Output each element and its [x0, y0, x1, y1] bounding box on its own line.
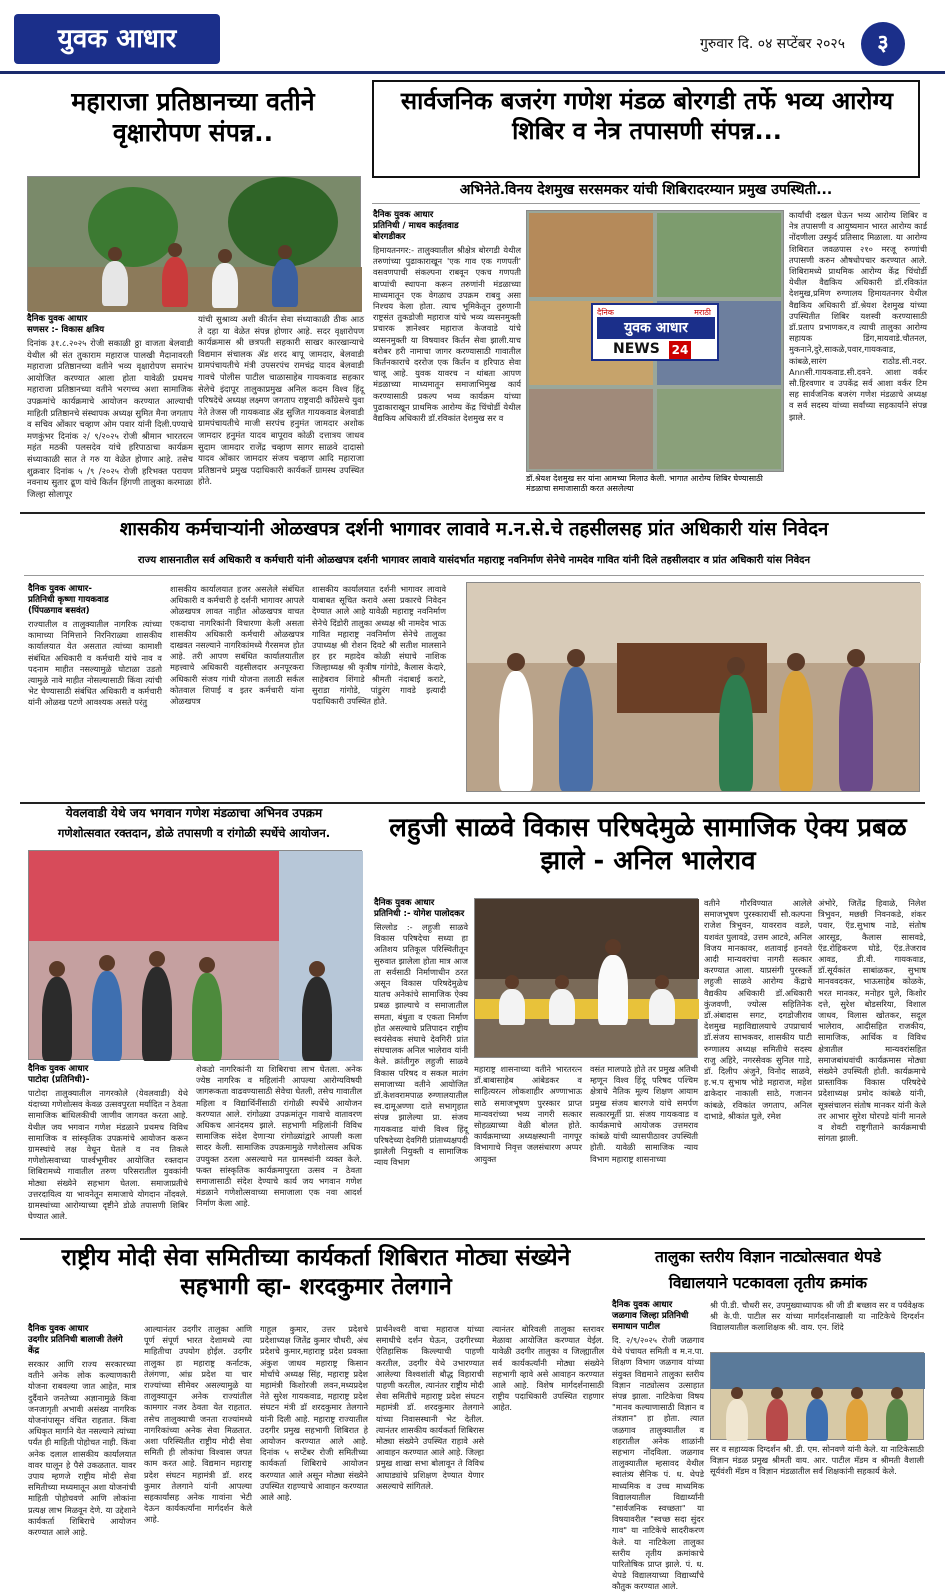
art7-text-1: दि. २/९/२०२५ रोजी जळगाव येथे पंचायत समिती व म.न.पा. शिक्षण विभाग जळगाव यांच्या संयुक्त विद्यमाने तालुका स्तरीय विज्ञान नाट्योत्सव उत्साहात संपन्न झाला. नाटिकेचा विषय "मानव कल्याणासाठी विज्ञान व तंत्रज्ञान" हा होता. त्यात जळगाव तालुक्यातील व शहरातील अनेक शाळांनी सहभाग नोंदविला. जळगाव तालुक्यातील म्हसावद येथील स्वातंत्र्य सैनिक पं. ध. थेपडे माध्यमिक व उच्च माध्यमिक विद्यालयातील विद्यार्थ्यांनी "सार्वजनिक स्वच्छता" या विषयावरील "स्वच्छ सदा सुंदर गाव" या नाटिकेचे सादरीकरण केले. या नाटिकेला तालुका स्तरीय तृतीय क्रमांकाचे पारितोषिक प्राप्त झाले. पं. ध. थेपडे विद्यालयाच्या विद्यार्थ्यांचे कौतुक करण्यात आले. — [612, 1335, 704, 1592]
art4-column-2: शेकडो नागरिकांनी या शिबिराचा लाभ घेतला. अनेक ज्येष्ठ नागरिक व महिलांनी आपल्या आरोग्यविषयी जागरूकता वाढवण्यासाठी सेवेचा घेतली, तसेच गावातील महिला व विद्यार्थिनींसाठी रांगोळी स्पर्धेचे आयोजन करण्यात आले. रांगोळ्या उपक्रमांतून गावाचे वातावरण अधिकच आनंदमय झाले. सहभागी महिलांनी विविध सामाजिक संदेश देणाऱ्या रांगोळ्यांद्वारे आपली कला सादर केली. सामाजिक उपक्रमामुळे गणेशोत्सव अधिक उपयुक्त ठरला असल्याचे मत ग्रामस्थांनी व्यक्त केले. फक्त सांस्कृतिक कार्यक्रमापुरता उत्सव न ठेवता समाजासाठी संदेश देण्याचे कार्य जय भगवान गणेश मंडळाने गणेशोत्सवाच्या समाजाला एक नवा आदर्श निर्माण केला आहे. — [196, 1064, 362, 1209]
art5-column-5: अंभोरे, जितेंद्र हिवाळे, निलेश त्रिभुवन, मछछी निवनकडे, शंकर पवार, ऍड.सुभाष नाडे, संतोष आरसूड, कैलास सासवडे, ऍड.रोहिकरण घोडे, ऍड.तेजराव आवड, डी.वी. गायकवाड, डॉ.सूर्यकांत साबांळकर, सुभाष मानववदकर, भाऊसाहेब कोळके, भरत मानकर, मनोहर घुले, किशोर दत्ते, सुरेश बोडसरिया, विशाल जाधव, विलास खोतकर, सदूल भालेराव, आदीसहित राजकीय, सामाजिक, आर्थिक व विविध क्षेत्रातील मान्यवरांसहित समाजबांधवांची कार्यक्रमास मोठ्या संख्येने उपस्थिती होती. कार्यक्रमाचे प्रास्ताविक विकास परिषदेचे प्रदेशाध्यक्ष प्रमोद कांबळे यांनी, सूत्रसंचालन संतोष मानकर यांनी केले तर आभार सुरेश घोरपडे यांनी मानले व शेवटी राष्ट्रगीताने कार्यक्रमाची सांगता झाली. — [818, 898, 926, 1144]
art4-byline: दैनिक युवक आधार पाटोदा (प्रतिनिधी)- — [28, 1064, 90, 1085]
art1-column-2: यांची सुश्राव्य अशी कीर्तन सेवा संध्याकाळी ठीक आठ ते दहा या वेळेत संपन्न होणार आहे. सदर वृक्षारोपण कार्यक्रमास श्री छत्रपती सहकारी साखर कारखान्याचे विद्यमान संचालक ॲड शरद बापू जामदार, बेलवाडी ग्रामपंचायतीचे मंत्री उपसरपंच रामचंद्र यादव बेलवाडी गावचे पोलीस पाटील चाळासाहेब गायकवाड सहकार सेलेचे इंदापूर तालुकाप्रमुख अनिल कदम विश्व हिंदू परिषदेचे अध्यक्ष लक्ष्मण जगताप राष्ट्रवादी काँग्रेसचे युवा नेते तेजस जी गायकवाड ॲड सुजित गायकवाड बेलवाडी ग्रामपंचायतीचे माजी सरपंच हनुमंत जामदार अशोक जामदार हनुमंत यादव बापूराव कोळी दत्तात्रय जाधव सुदाम जामदार राजेंद्र चव्हाण सागर साळवे दादासो यादव ओंकार जामदार संजय चव्हाण आदि महाराजा प्रतिष्ठानचे प्रमुख पदाधिकारी कार्यकर्ते ग्रामस्थ उपस्थित होते. — [198, 314, 364, 487]
art1-byline: दैनिक युवक आधार सणसर :- विकास क्षत्रिय — [27, 314, 105, 335]
art6-text-1: सरकार आणि राज्य सरकारच्या वतीने अनेक लोक कल्याणकारी योजना राबवल्या जात आहेत, मात्र दुर्दैवाने जनतेच्या अज्ञानामुळे किंवा जनजागृती अभावी असंख्य नागरिक योजनांपासून वंचित राहतात. किंवा अधिकृत मार्गाने येत नसल्याने त्यांच्या पर्यंत ही माहिती पोहोचत नाही. किंवा अनेक दलाल शासकीय कार्यालयात वावर घालून हे पैसे उकळतात. यावर उपाय म्हणजे राष्ट्रीय मोदी सेवा समितीच्या मध्यमातून अशा योजनांची माहिती पोहोचवणे आणि लोकांना प्रत्यक्ष लाभ मिळवून देणे. या उद्देशाने कार्यकर्ता शिबिराचे आयोजन करण्यात आले आहे. — [28, 1359, 136, 1538]
art7-headline-1: तालुका स्तरीय विज्ञान नाट्योत्सवात थेपडे — [655, 1248, 881, 1266]
art4-headline-2: गणेशोत्सवात रक्तदान, डोळे तपासणी व रांगोळी स्पर्धेचे आयोजन. — [57, 826, 331, 840]
art2-text-1: हिमायतनगर:- तालुक्यातील श्रीक्षेत्र बोरगडी येथील तरुणांच्या पुढाकाराखून 'एक गाव एक गणपती' वसवणपाची संकल्पना राबवून एकच गणपती बाप्पांची स्थापना करून तरुणांनी मंडळाच्या माध्यमातून एक वेगळाच उपक्रम राबवु असा निश्चय केला होता. त्याच भूमिकेतून तुरुणानी राष्ट्रसंत तुकडोजी महाराज यांचे भव्य व्यसनमुक्ती प्रचारक ज्ञानेश्वर महाराज केजवाडे यांचे व्यसनमुक्ती या विषयावर किर्तन सेवा झाली.याच बरोबर हरी नामाचा जागर करण्यासाठी गावातील किर्तनकाराचे दररोज एक किर्तन व हरिपाठ सेवा चालू आहे. युवक यावरच न थांबता आपण मंडळाच्या माध्यमातून समाजाभिमुख कार्य करण्यासाठी प्रकल्प भव्य कार्यक्रम यांच्या पुढाकाराखून प्राथमिक आरोग्य केंद्र चिंचोर्डी येथील वैद्यकिय अधिकारी डॉ.रविकांत देशमुख सर व — [373, 245, 521, 424]
art5-headline: लहुजी साळवे विकास परिषदेमुळे सामाजिक ऐक्य प्रबळ झाले - अनिल भालेराव — [389, 813, 907, 876]
art2-column-3: कार्यांची दखल घेऊन भव्य आरोग्य शिबिर व नेत्र तपासणी व आयुष्यमान भारत आरोग्य कार्ड नोंदणीला उस्फुर्द प्रतिसाद मिळाला. या आरोग्य शिबिरात जवळपास २१० मरजू रुग्णांची तपासणी करुन औषधोपचार करण्यात आले. शिबिरामध्ये प्राथमिक आरोग्य केंद्र चिंचोर्डी येथील वैद्यकिय अधिकारी डॉ.रविकांत देशमुख,प्रमिण रुग्णालय हिमायतनगर येथील वैद्यकिय अधिकारी डॉ.श्रेयश देशमुख यांच्या उपस्थितीत शिबिर यशस्वी करण्यासाठी डॉ.प्रताप प्रभाणकर,व त्याची तालुका आरोग्य सहायक डिंग,मायवाडे.चौतनल, मुकनाने,दुरे,साकळे,पवार,गायकवाड, कांबळे,सारंग राठोड.सी.नदर. Annसी.गायकवाड.सी.दवने. आशा वर्कर सौ.हिरवणार व उपकेंद्र सर्व आशा वर्कर टिम सह सार्वजनिक बजरंग गणेश मंडळाचे अध्यक्ष व सर्व सदस्य यांच्या सर्वांच्या सहकार्याने संपन्न झाले. — [789, 210, 927, 422]
divider — [20, 802, 925, 804]
art3-text-1: राज्यातील व तालुक्यातील नागरिक त्यांच्या कामाच्या निमित्ताने निरनिराळ्या शासकीय कार्यालयात येत असतात त्यांच्या कामाशी संबंधित अधिकारी व कर्मचारी यांचे नाव व पदनाम माहीत नसल्यामुळे घोटाळा उडतो त्यामुळे नावे माहीत नोसल्यासाठी किंवा त्यांची भेट घेण्यासाठी संबंधित अधिकारी व कर्मचारी यांनी ओळख पटणे आवश्यक असते परंतु — [28, 619, 162, 708]
art5-column-2: महाराष्ट्र शासनाच्या वतीने भारतरत्न डॉ.बाबासाहेब आंबेडकर व साहित्यरत्न लोकशाहीर अण्णाभाऊ साठे समाजभूषण पुरस्कार प्राप्त मान्यवरांच्या भव्य नागरी सत्कार सोहळ्याच्या वेळी बोलत होते. कार्यक्रमाच्या अध्यक्षस्थानी नागपूर विभागाचे निवृत्त जलसंधारण अप्पर आयुक्त — [474, 1064, 582, 1164]
art2-photo-collage — [526, 210, 784, 472]
news-logo-badge: दैनिक मराठी युवक आधार NEWS 24 — [591, 303, 719, 361]
art5-photo — [474, 898, 698, 1058]
art3-photo — [466, 582, 920, 792]
art6-column-1 — [28, 1324, 136, 1538]
issue-date: गुरुवार दि. ०४ सप्टेंबर २०२५ — [699, 36, 845, 52]
art3-column-3: शासकीय कार्यालयात दर्शनी भागावर लावावे याबाबत सूचित करावे असा प्रकारचे निवेदन देण्यात आले आहे यावेळी महाराष्ट्र नवनिर्माण सेनेचे दिंडोरी तालुका अध्यक्ष श्री नामदेव भाऊ गावित महाराष्ट्र नवनिर्माण सेनेचे तालुका उपाध्यक्ष श्री रोशन दिवटे श्री सतीश मालसाने हर हर महादेव कोळी संघाचे नाशिक जिल्हाध्यक्ष श्री कृत्रीष गांगोडे, कैलास केदारे, साहेबराव शिंगाडे श्रीमती नंदाबाई कराटे, सुराडा गांगोडे, पांडुरंग गावडे इत्यादी पदाधिकारी उपस्थित होते. — [312, 584, 446, 707]
masthead — [0, 0, 945, 74]
art2-column-1 — [373, 210, 521, 506]
art4-headline-1: येवलवाडी येथे जय भगवान गणेश मंडळाचा अभिनव उपक्रम — [65, 806, 323, 820]
newspaper-logo: युवक आधार — [14, 14, 220, 64]
art7-column-1 — [612, 1300, 704, 1592]
art2-headline-box — [372, 80, 920, 178]
art1-column-1 — [27, 314, 193, 504]
art3-column-2: शासकीय कार्यालयात हजर असलेले संबंधित अधिकारी व कर्मचारी हे दर्शनी भागावर आपले ओळखपत्र लावत नाहीत ओळखपत्र वाचत एकदाचा नागरिकांनी विचारणा केली असता शासकीय अधिकारी कर्मचारी ओळखपत्र दाखवत नसल्याने नागरिकांमध्ये गैरसमज होत आहे. तरी आपण सबंधित कार्यालयातील महत्त्वाचे अधिकारी वहसीलदार अनपूरकरा अधिकारी संजय गांधी योजना तलाठी सर्कल कोतवाल शिपाई व इतर कर्मचारी यांना ओळखपत्र — [170, 584, 304, 707]
art1-photo — [27, 176, 361, 311]
art4-photo — [28, 850, 362, 1060]
art6-headline: राष्ट्रीय मोदी सेवा समितीच्या कार्यकर्ता शिबिरात मोठ्या संख्येने सहभागी व्हा- शरदकुमार तेलगाने — [61, 1245, 571, 1300]
art5-column-1 — [374, 898, 468, 1232]
art5-column-4: वतीने गौरविण्यात आलेले समाजभूषण पुरस्कारार्थी सौ.कल्पना राजेश त्रिभुवन, यावरराव वडले, यशवंत पुलावडे, उत्तम आटवे, अनिल विजय मानकावर, शतावाई हनवते आदी मान्यवरांचा नागरी सत्कार करण्यात आला. याप्रसंगी पुरस्कर्ते लहुजी साळवे आरोग्य केंद्राचे वैद्यकीय अधिकारी डॉ.अधिकारी कुंजवणी, ज्योत्स सहितिनेक डॉ.अंबादास सगट, दगडोजीराव देशमुख महाविद्यालयाचे उपप्राचार्य डॉ.संजय साभकवर, शासकीय घाटी रुग्णालय अध्यक्ष समितीचे सदस्य राजु अहिरे, नगरसेवक सुनिल गाडे, डॉ. दिलीप अंजुने, विनोद साळवे, ह.भ.प सुभाष भोडे महाराज, महेश ढाकेदार नाकाली साठे, गजानन कांबळे, रविकांत जगताप, अनिल दाभाडे, श्रीकांत घुले, रमेश — [704, 898, 812, 1121]
art7-column-3: सर व सहाय्यक दिग्दर्शन श्री. डी. एम. सोनवणे यांनी केले. या नाटिकेसाठी विज्ञान मंडळ प्रमुख श्रीमती वाय. आर. पाटील मॅडम व श्रीमती वैशाली सूर्यवंशी मॅडम व विज्ञान मंडळातील सर्व शिक्षकांनी सहकार्य केले. — [710, 1444, 924, 1477]
art7-byline: दैनिक युवक आधार जळगाव जिल्हा प्रतिनिधी समाधान पाटील — [612, 1300, 689, 1332]
art4-column-1 — [28, 1064, 188, 1230]
art6-byline: दैनिक युवक आधार उदगीर प्रतिनिधी बालाजी तेलंगे केंद्र — [28, 1324, 123, 1356]
art3-column-1 — [28, 584, 162, 796]
art3-headline: शासकीय कर्मचाऱ्यांनी ओळखपत्र दर्शनी भागावर लावावे म.न.से.चे तहसीलसह प्रांत अधिकारी यांस निवेदन — [119, 519, 829, 540]
art7-photo — [710, 1352, 924, 1440]
art1-text-1: दिनांक ३१.८.२०२५ रोजी सकाळी ठ्ठा वाजता बेलवाडी येथील श्री संत तुकाराम महाराज पालखी मैदानावरती महाराजा प्रतिष्ठानच्या वतीने भव्य वृक्षारोपण समारंभ आयोजित करण्यात आला होता यावेळी प्रथमच महाराजा प्रतिष्ठानच्या वतीने भरगच्च अशा सामाजिक उपक्रमांचे कार्यक्रमाचे आयोजन करण्यात आल्याची माहिती प्रतिष्ठानचे संस्थापक अध्यक्ष सुमित मैना जगताप व सचिव ओंकार चव्हाण ओम पवार यांनी दिली.पण्याचे मणकुंभर दिनांक २/ ९/२०२५ रोजी श्रीमान भारतरत्न महंत मठकी पलसदेव यांचे हरिपाठाचा कार्यक्रम संध्याकाळी सात ते गरु या वेळेत होणार आहे. तसेच शुक्रवार दिनांक ५ /९ /२०२५ रोजी हरिभक्त परायण नवनाथ सुतार ढूण यांचे किर्तन हिंगणी तालुका करमाळा जिल्हा सोलापूर — [27, 338, 193, 499]
art6-column-2: आल्यानंतर उदगीर तालुका आणि पूर्ण संपूर्ण भारत देशामध्ये त्या माहितीचा उपयोग होईल. उदगीर तालुका हा महाराष्ट्र कर्नाटक, तेलंगणा, आंध्र प्रदेश या चार राज्यांच्या सीमेवर असल्यामुळे या तालुक्यातून अनेक राज्यांतील कामगार नजर ठेवता येत राहतात. तसेच तालुक्याची जनता राज्यांमध्ये नागरिकांच्या अनेक सेवा मिळतात. अशा परिस्थितीत राष्ट्रीय मोदी सेवा समिती ही लोकांचा विश्वास जपत काम करत आहे. विद्यमान महाराष्ट्र प्रदेश संघटन महामंत्री डॉ. शरद कुमार तेलगाने यांनी आपल्या सहकार्यांसह अनेक गावांना भेटी देऊन कार्यकर्त्यांना मार्गदर्शन केले आहे. — [144, 1324, 252, 1525]
art4-text-1: पाटोदा तालुक्यातील नागरकोले (येवलवाडी) येथे यंदाच्या गणेशोत्सव केवळ उत्सवपुरता मर्यादित न ठेवता सामाजिक बांधिलकीची जाणीव जागवत करता आहे. येथील जय भगवान गणेश मंडळाने प्रथमच विविध सामाजिक व सांस्कृतिक उपक्रमांचे आयोजन करून ग्रामस्थांचे लक्ष वेधून घेतले व नव तिकले गणेशोत्सवाच्या पार्श्वभूमीवर आयोजित रक्तदान शिबिरामध्ये गावातील तरुण परिसरातील युवकांनी मोठ्या संख्येने सहभाग घेतला. समाजाप्रतीचे उत्तरदायित्व या भावनेतून समाजाचे योगदान नोंदवले. ग्रामस्थांच्या आरोग्याच्या दृष्टीने डोळे तपासणी शिबिर घेण्यात आले. — [28, 1088, 188, 1222]
art2-photo-caption: डॉ.श्रेयश देशमुख सर यांना आमच्या मिलाउ केली. भागात आरोग्य शिबिर घेण्यासाठी मंडळाचा समाजासाठी करत असलेल्या — [526, 474, 763, 493]
page-number: ३ — [861, 22, 905, 66]
art7-headline-2: विद्यालयाने पटकावला तृतीय क्रमांक — [668, 1274, 868, 1292]
art7-column-2: श्री पी.डी. चौधरी सर, उपमुख्याध्यापक श्री जी डी बच्छाव सर व पर्यवेक्षक श्री के.पी. पाटील सर यांच्या मार्गदर्शनाखाली या नाटिकेचे दिग्दर्शन विद्यालयातील कलाशिक्षक श्री. वाय. एन. शिंदे — [710, 1300, 924, 1333]
art1-headline: महाराजा प्रतिष्ठानच्या वतीने वृक्षारोपण संपन्न.. — [71, 87, 315, 148]
art3-subhead: राज्य शासनातील सर्व अधिकारी व कर्मचारी यांनी ओळखपत्र दर्शनी भागावर लावावे यासंदर्भात महाराष्ट्र नवनिर्माण सेनेचे नामदेव गावित यांनी दिले तहसीलदार व प्रांत अधिकारी यांस निवेदन — [24, 552, 924, 576]
art3-byline: दैनिक युवक आधार- प्रतिनिधी कृष्णा गायकवाड (पिंपळगाव बसवंत) — [28, 584, 109, 616]
art5-byline: दैनिक युवक आधार प्रतिनिधी :- योगेश पालोदकर — [374, 898, 465, 919]
art2-headline: सार्वजनिक बजरंग गणेश मंडळ बोरगडी तर्फे भव्य आरोग्य शिबिर व नेत्र तपासणी संपन्न... — [400, 87, 894, 145]
art2-subhead: अभिनेते.विनय देशमुख सरसमकर यांची शिबिरादरम्यान प्रमुख उपस्थिती... — [372, 180, 920, 204]
art6-column-4: प्रार्थनेश्वरी वाचा महाराज यांच्या समाधीचे दर्शन घेऊन, उदगीरच्या ऐतिहासिक किल्ल्याची पाहणी करतील, उदगीर येथे उभारण्यात आलेल्या विश्वशांती बौद्ध विहाराची पाहणी करतील, त्यानंतर राष्ट्रीय मोदी सेवा समितीचे महाराष्ट्र प्रदेश संघटन महामंत्री डॉ. शरदकुमार तेलगाने यांच्या निवासस्थानी भेट देतील. त्यानंतर शासकीय कार्यकर्ता शिबिरास मोठ्या संख्येने उपस्थित राहावे असे आवाहन करण्यात आले आहे. जिल्हा प्रमुख शाखा सभा बोलावून ते विविध आघाड्यांचे प्रशिक्षण देण्यात येणार असल्याचे सांगितले. — [376, 1324, 484, 1491]
art6-column-3: गाहूल कुमार, उत्तर प्रदेशचे प्रदेशाध्यक्ष जितेंद्र कुमार चौधरी, अंध प्रदेशचे कुमार,महाराष्ट्र प्रदेश प्रवक्ता अंकुश जाधव महाराष्ट्र किसान मोर्चाचे अध्यक्ष सिंह, महाराष्ट्र प्रदेश महामंत्री किशोरजी लवन,मध्यप्रदेश नेते सुरेश गायकवाड, महाराष्ट्र प्रदेश संघटन मंत्री डॉ शरदकुमार तेलगाने यांनी दिली आहे. महाराष्ट्र राज्यातील उदगीर प्रमुख सहभागी शिबिरात हे आयोजन करण्यात आले आहे. दिनांक ५ सप्टेंबर रोजी समितीच्या कार्यकर्ता शिबिराचे आयोजन करण्यात आले असून मोठ्या संख्येने उपस्थित राहण्याचे आवाहन करण्यात आले आहे. — [260, 1324, 368, 1503]
divider — [20, 1238, 925, 1240]
art5-column-3: वसंत मालपाठे होते तर प्रमुख अतिथी म्हणून विश्व हिंदू परिषद पश्चिम क्षेत्राचे नैतिक मूल्य शिक्षण आयाम प्रमुख संजय बारगजे यांचे समर्पण सत्कारमूर्ती प्रा. संजय गायकवाड व कार्यक्रमाचे आयोजक उत्तमराव कांबळे यांची व्यासपीठावर उपस्थिती होती. यावेळी सामाजिक न्याय विभाग महाराष्ट्र शासनाच्या — [590, 1064, 698, 1164]
divider — [20, 512, 925, 514]
art5-text-1: सिल्लोड :- लहुजी साळवे विकास परिषदेचा सध्या हा अतिशय प्रतिकूल परिस्थितीतून सुरुवात झालेला होता मात्र आज ता सर्वसाठी निर्माणाधीन ठरत असून विकास परिषदेमुळेच यातच अनेकांचे सामाजिक ऐक्य प्रबळ झाल्याचे व समाजातील समता, बंधुता व एकता निर्माण होत असल्याचे प्रतिपादन राष्ट्रीय स्वयंसेवक संघाचे देवगिरी प्रांत संघचालक अनिल भालेराव यांनी केले. क्रांतीगुरु लहुजी साळवे विकास परिषद व सकल मातंग समाजाच्या वतीने आयोजित डॉ.केशवरामपाळ रुग्णालयातील स्व.दामूअण्णा दाते सभागृहात संपन्न झालेल्या प्रा. संजय गायकवाड यांची विश्व हिंदू परिषदेच्या देवगिरी प्रांताध्यक्षपदी झालेली नियुक्ती व सामाजिक न्याय विभाग — [374, 922, 468, 1168]
art2-byline: दैनिक युवक आधार प्रतिनिधी / माधव काईतवाड बोरगडीकर — [373, 210, 459, 242]
art6-column-5: त्यानंतर बोरिवली तालुका स्तरावर मेळावा आयोजित करण्यात येईल. यावेळी उदगीर तालुका व जिल्ह्यातील सर्व कार्यकर्त्यांनी मोठ्या संख्येने सहभागी व्हावे असे आवाहन करण्यात आले आहे. विशेष मार्गदर्शनासाठी राष्ट्रीय पदाधिकारी उपस्थित राहणार आहेत. — [492, 1324, 604, 1413]
